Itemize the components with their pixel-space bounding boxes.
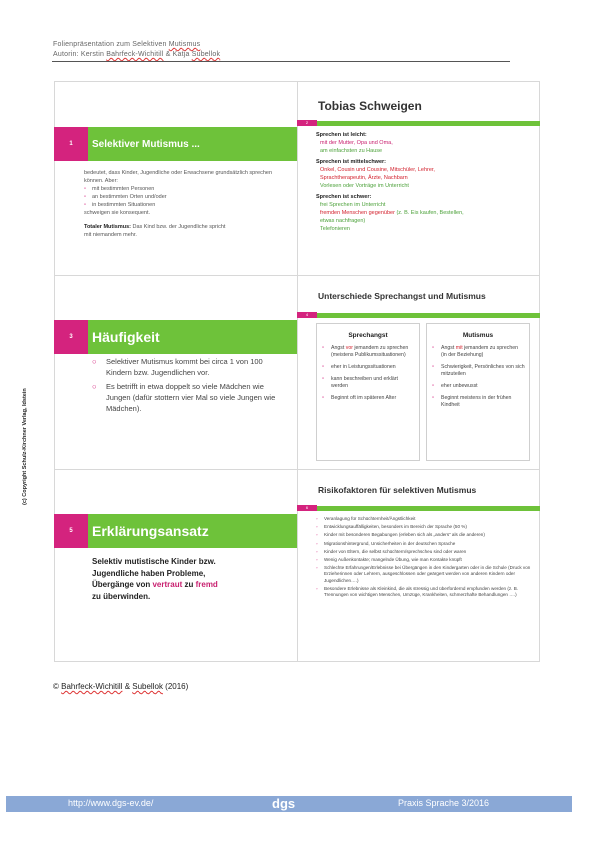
sprechangst-box: Sprechangst ▫ Angst vor jemandem zu sprechen (meistens Publikumssituationen) ▫ eher in Leistungssituationen ▫ kann beschreiben und erklärt werden ▫ Beginnt oft im späteren Alter (316, 323, 420, 461)
slide5-title: Erklärungsansatz (88, 514, 297, 548)
footer-bar (6, 796, 572, 812)
slide1-totaler: Totaler Mutismus: Das Kind bzw. der Jugendliche spricht mit niemandem mehr. (84, 224, 226, 238)
footer-citation: Praxis Sprache 3/2016 (398, 798, 490, 808)
row-divider-2 (54, 469, 540, 470)
dgs-logo: dgs (272, 796, 296, 811)
slide3-title: Häufigkeit (88, 320, 297, 354)
header-rule (52, 61, 510, 62)
slide1-number: 1 (54, 127, 88, 161)
mutismus-box: Mutismus ▫ Angst mit jemandem zu sprechen (in der Beziehung) ▫ Schwierigkeit, Persönliches von sich mitzuteilen ▫ eher unbewusst ▫ Beginnt meistens in der frühen Kindheit (426, 323, 530, 461)
slide3-body: ○ Selektiver Mutismus kommt bei circa 1 von 100 Kindern bzw. Jugendlichen vor. ○ Es betrifft in etwa doppelt so viele Mädchen wie Jungen (dafür stottern vier Mal so viele Jungen wie Mädchen). (92, 356, 287, 414)
compare-item: ▫ eher unbewusst (427, 383, 529, 390)
slide1-title: Selektiver Mutismus ... (88, 127, 297, 161)
risk-item: ▫ Kinder von Eltern, die selbst schüchtern/sprechscheu sind oder waren (316, 549, 534, 555)
risk-item: ▫ Veranlagung für Schüchternheit/Ängstlichkeit (316, 516, 534, 522)
compare-item: ▫ Beginnt oft im späteren Alter (317, 395, 419, 402)
compare-item: ▫ Angst vor jemandem zu sprechen (meistens Publikumssituationen) (317, 345, 419, 359)
slide1-body: bedeutet, dass Kinder, Jugendliche oder Erwachsene grundsätzlich sprechen können. Aber: ▫ mit bestimmten Personen ▫ an bestimmten Orten und/oder ▫ in bestimmten Situationen schweigen sie konsequent. Totaler Mutismus: Das Kind bzw. der Jugendliche spricht mit niemandem mehr. (84, 169, 279, 239)
header-line-2: Autorin: Kerstin Bahrfeck-Wichitill & Katja Subellok (53, 51, 221, 58)
compare-item: ▫ kann beschreiben und erklärt werden (317, 376, 419, 390)
risk-item: ▫ Kinder mit besonderen Begabungen (erleben sich als „anders“ als die anderen) (316, 532, 534, 538)
slide1-bullet: ▫ an bestimmten Orten und/oder (84, 193, 279, 201)
side-copyright-text: (c) Copyright Schulz-Kirchner Verlag, Idstein (22, 388, 28, 505)
risk-item: ▫ Migrationshintergrund, Unsicherheiten in der deutschen Sprache (316, 541, 534, 547)
compare-item: ▫ Beginnt meistens in der frühen Kindheit (427, 395, 529, 409)
slide5-number: 5 (54, 514, 88, 548)
header-line-1: Folienpräsentation zum Selektiven Mutismus (53, 41, 201, 48)
risk-item: ▫ Entwicklungsauffälligkeiten, besonders im Bereich der Sprache (50 %) (316, 524, 534, 530)
vertical-divider (297, 81, 298, 662)
slide6-bar: 6 (297, 505, 540, 511)
slide1-bullet: ▫ in bestimmten Situationen (84, 201, 279, 209)
compare-item: ▫ Schwierigkeit, Persönliches von sich mitzuteilen (427, 364, 529, 378)
copyright-line: © Bahrfeck-Wichitill & Subellok (2016) (53, 682, 189, 691)
slide6-title: Risikofaktoren für selektiven Mutismus (318, 485, 477, 495)
risk-item: ▫ Wenig Außenkontakte; mangelnde Übung, wie man Kontakte knüpft (316, 557, 534, 563)
footer-url[interactable]: http://www.dgs-ev.de/ (68, 798, 154, 808)
row-divider-1 (54, 275, 540, 276)
slide2-bar: 2 (297, 120, 540, 126)
risk-item: ▫ Besondere Erlebnisse als Kleinkind, die als stressig und überfordernd empfunden werden (z. B. Trennungen von wichtigen Menschen, Umzüge, Krankheiten, schmerzhafte Behandlungen ….) (316, 586, 534, 598)
slide5-body: Selektiv mutistische Kinder bzw. Jugendliche haben Probleme, Übergänge von vertraut zu fremd zu überwinden. (92, 557, 218, 601)
compare-item: ▫ Angst mit jemandem zu sprechen (in der Beziehung) (427, 345, 529, 359)
slide1-header (54, 127, 297, 161)
risk-item: ▫ Schlechte Erfahrungen/Erlebnisse bei Übergängen in den Kindergarten oder in die Schule (Druck von Erzieherinnen oder Lehrern, ausgeschlossen oder geärgert werden von anderen Kindern oder Jugendlichen….) (316, 565, 534, 584)
slide2-body: Sprechen ist leicht: mit der Mutter, Opa und Oma, am einfachsten zu Hause Sprechen ist mittelschwer: Onkel, Cousin und Cousine, Mitschüler, Lehrer, Sprachtherapeutin, Ärzte, Nachbarn Vorlesen oder Vorträge im Unterricht Sprechen ist schwer: frei Sprechen im Unterricht fremden Menschen gegenüber (z. B. Eis kaufen, Bestellen, etwas nachfragen) Telefonieren (316, 132, 464, 232)
slide4-title: Unterschiede Sprechangst und Mutismus (318, 291, 486, 301)
slide3-number: 3 (54, 320, 88, 354)
slide1-bullet: ▫ mit bestimmten Personen (84, 185, 279, 193)
slide6-list (316, 516, 534, 598)
slide2-title: Tobias Schweigen (318, 99, 422, 113)
slide4-bar: 4 (297, 312, 540, 318)
slide5-header (54, 514, 297, 548)
slide3-header (54, 320, 297, 354)
compare-item: ▫ eher in Leistungssituationen (317, 364, 419, 371)
